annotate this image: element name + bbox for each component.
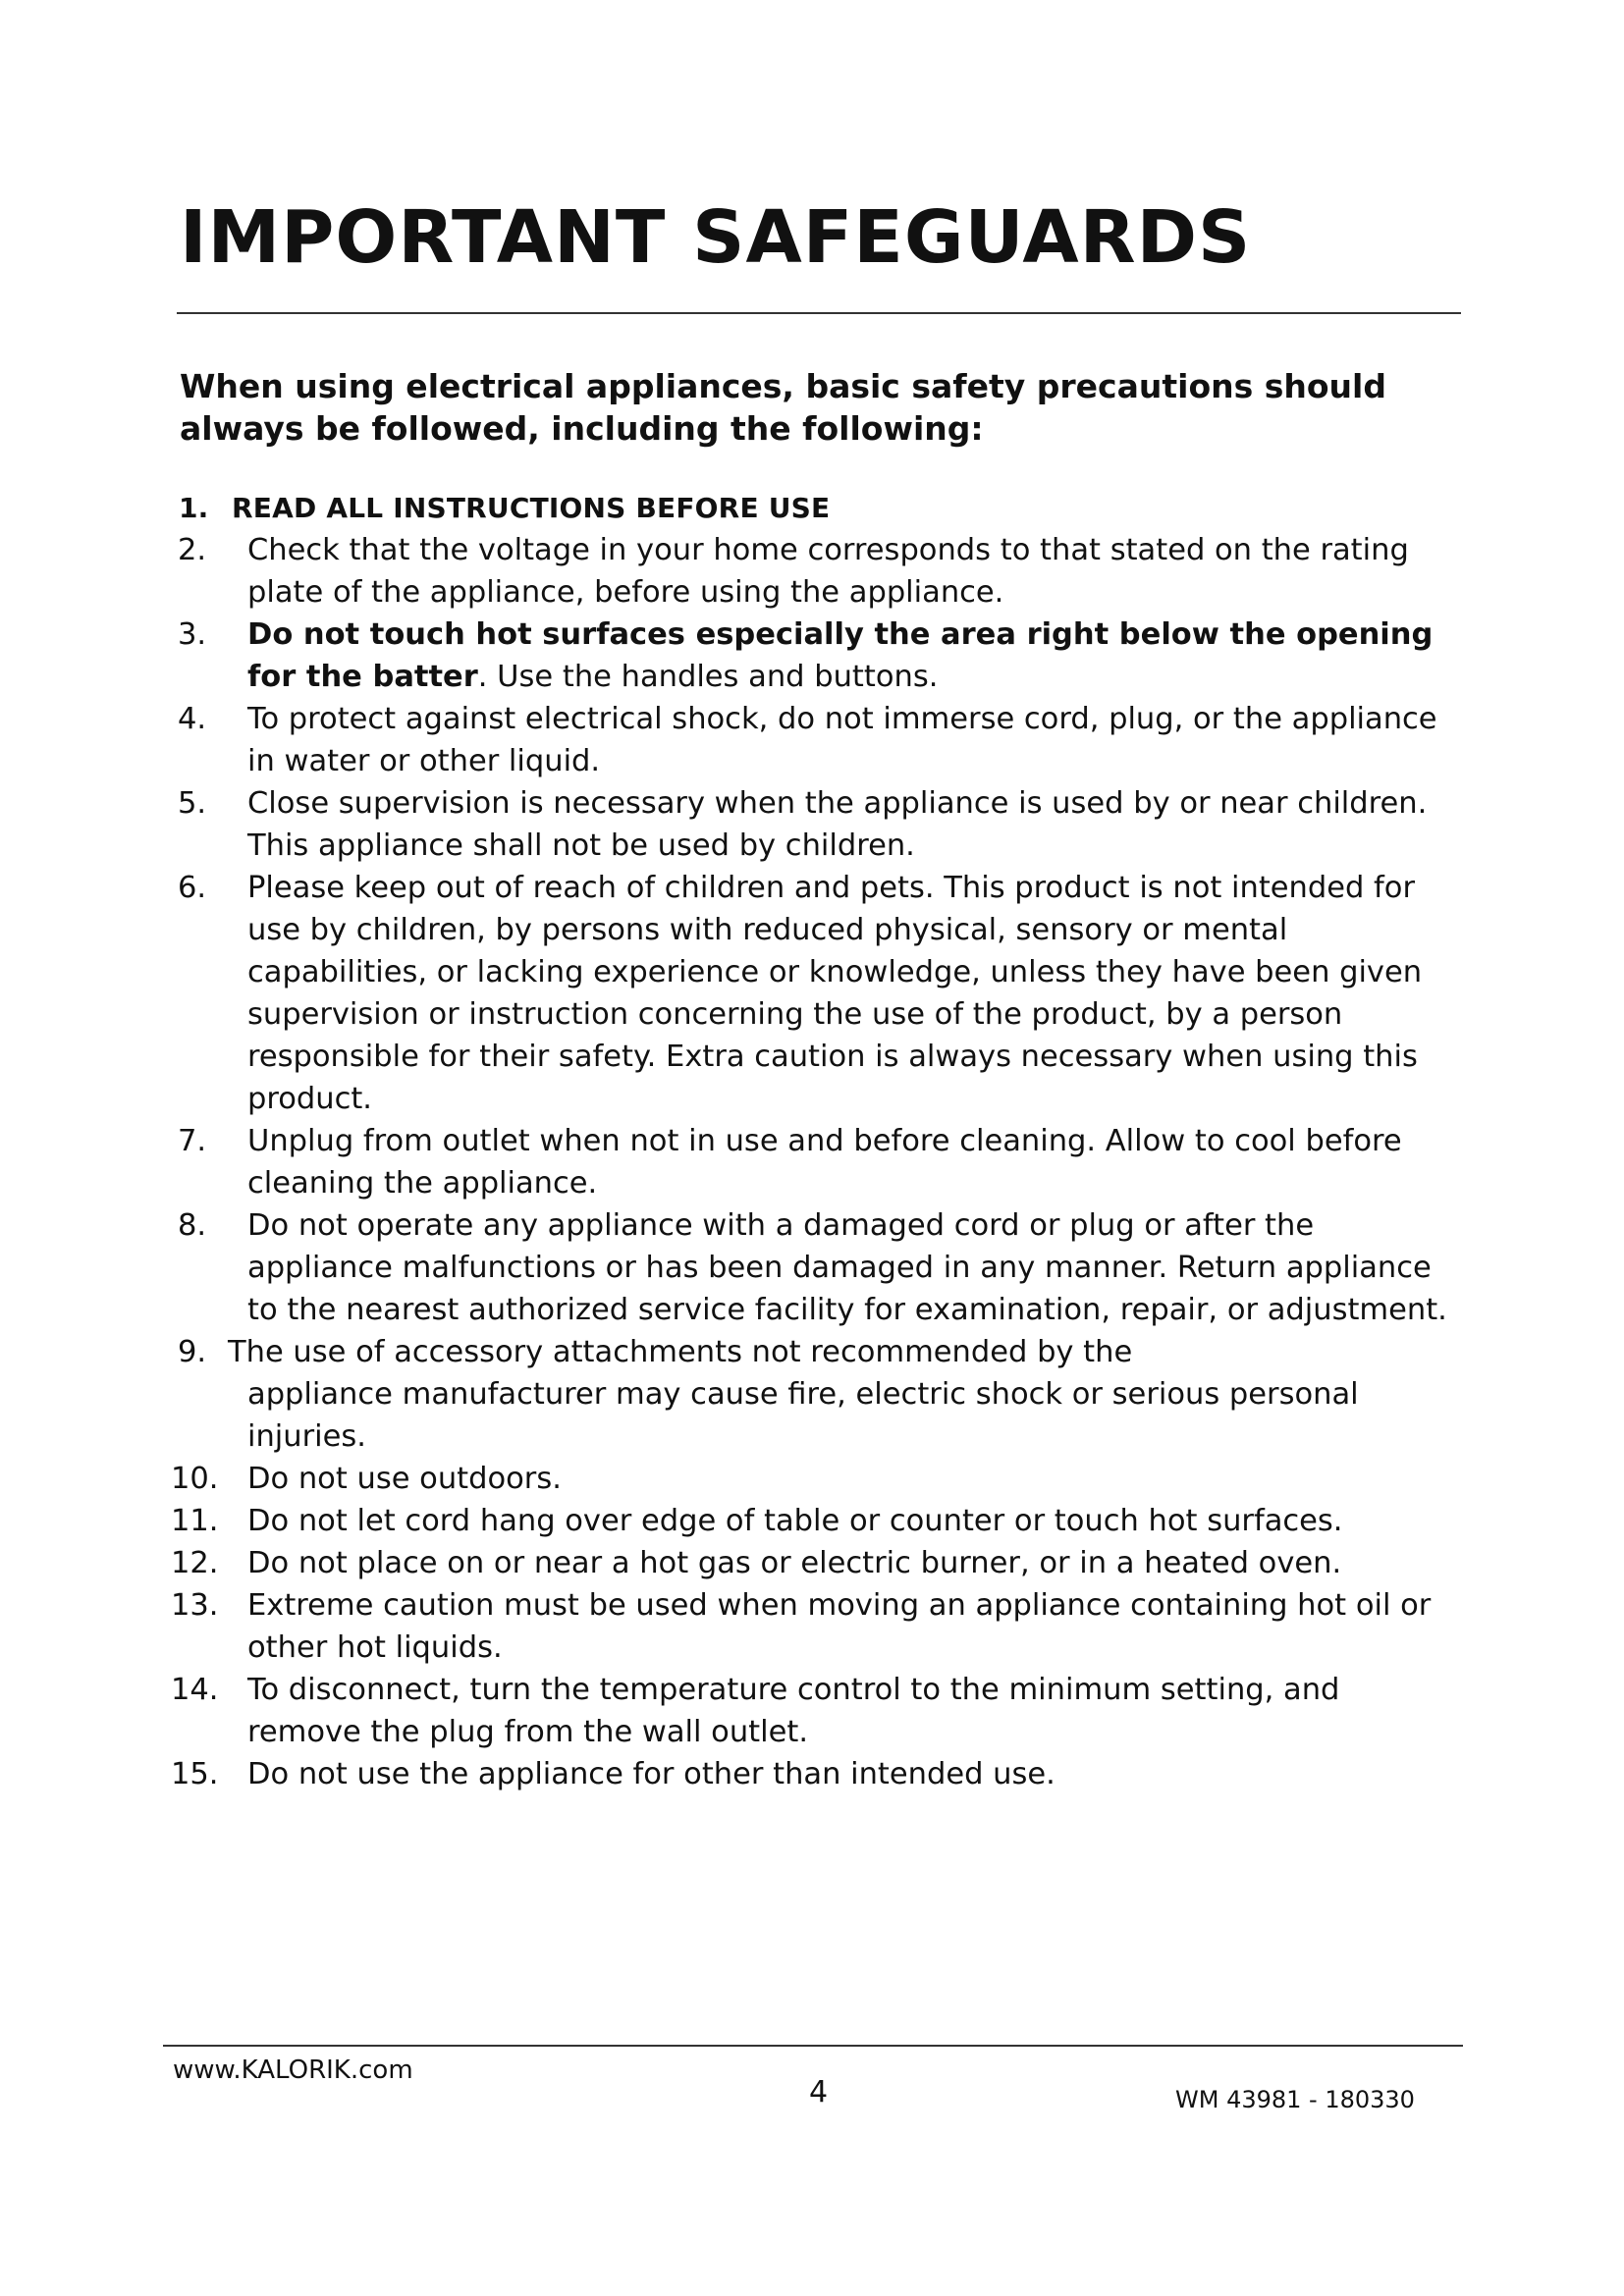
item-text: To protect against electrical shock, do not immerse cord, plug, or the appliance in water or other liquid. <box>247 702 1437 778</box>
item-text: READ ALL INSTRUCTIONS BEFORE USE <box>232 492 831 524</box>
item-text: Do not use the appliance for other than intended use. <box>247 1757 1056 1791</box>
item-number: 11. <box>171 1504 219 1538</box>
list-item <box>0 1584 1461 1669</box>
item-text: Check that the voltage in your home corresponds to that stated on the rating plate of the appliance, before using the appliance. <box>247 533 1409 610</box>
safeguards-list <box>0 487 1624 1795</box>
item-number: 6. <box>178 871 207 905</box>
item-number: 9. <box>178 1335 207 1369</box>
item-number: 4. <box>178 702 207 736</box>
list-item <box>0 867 1461 1120</box>
list-item <box>0 487 1461 529</box>
item-number: 8. <box>178 1208 207 1243</box>
title-divider <box>177 312 1461 314</box>
item-text: Do not operate any appliance with a damaged cord or plug or after the appliance malfunctions or has been damaged in any manner. Return appliance to the nearest authorized service facility for examination, repair, or adjustment. <box>247 1208 1447 1327</box>
footer-model-code: WM 43981 - 180330 <box>1175 2086 1415 2113</box>
page-number: 4 <box>809 2075 829 2109</box>
item-number: 5. <box>178 786 207 821</box>
item-text: . Use the handles and buttons. <box>477 660 939 694</box>
list-item <box>0 1542 1461 1584</box>
item-number: 7. <box>178 1124 207 1158</box>
item-text-first-line: The use of accessory attachments not recommended by the <box>228 1335 1133 1369</box>
item-bold-text: Do not touch hot surfaces especially the area right below the opening for the batter <box>247 617 1434 694</box>
item-text: Do not place on or near a hot gas or electric burner, or in a heated oven. <box>247 1546 1342 1580</box>
item-text: Extreme caution must be used when moving an appliance containing hot oil or other hot liquids. <box>247 1588 1432 1665</box>
page-title: IMPORTANT SAFEGUARDS <box>180 195 1252 280</box>
list-item <box>0 782 1461 867</box>
item-text: Please keep out of reach of children and pets. This product is not intended for use by children, by persons with reduced physical, sensory or mental capabilities, or lacking experience or knowledge, unless they have been given supervision or instruction concerning the use of the product, by a person responsible for their safety. Extra caution is always necessary when using this product. <box>247 871 1423 1116</box>
item-number: 2. <box>178 533 207 567</box>
item-text: Do not let cord hang over edge of table or counter or touch hot surfaces. <box>247 1504 1343 1538</box>
list-item <box>0 698 1461 782</box>
list-item <box>0 1753 1461 1795</box>
item-number: 12. <box>171 1546 219 1580</box>
list-item <box>0 529 1461 614</box>
item-text: Close supervision is necessary when the appliance is used by or near children. This appliance shall not be used by children. <box>247 786 1428 863</box>
list-item <box>0 1204 1461 1331</box>
list-item <box>0 1458 1461 1500</box>
item-text: appliance manufacturer may cause fire, electric shock or serious personal injuries. <box>247 1377 1359 1454</box>
item-text: To disconnect, turn the temperature control to the minimum setting, and remove the plug from the wall outlet. <box>247 1673 1340 1749</box>
list-item <box>0 1331 1461 1458</box>
item-number: 15. <box>171 1757 219 1791</box>
footer-website: www.KALORIK.com <box>173 2056 413 2085</box>
item-number: 10. <box>171 1462 219 1496</box>
item-text: Do not use outdoors. <box>247 1462 562 1496</box>
footer-divider <box>163 2045 1463 2047</box>
item-number: 14. <box>171 1673 219 1707</box>
list-item <box>0 614 1461 698</box>
item-text: Unplug from outlet when not in use and before cleaning. Allow to cool before cleaning the appliance. <box>247 1124 1402 1201</box>
intro-text: When using electrical appliances, basic safety precautions should always be followed, including the following: <box>180 367 1386 448</box>
item-number: 13. <box>171 1588 219 1623</box>
list-item <box>0 1669 1461 1753</box>
item-number: 3. <box>178 617 207 652</box>
list-item <box>0 1500 1461 1542</box>
item-number: 1. <box>179 492 209 524</box>
list-item <box>0 1120 1461 1204</box>
